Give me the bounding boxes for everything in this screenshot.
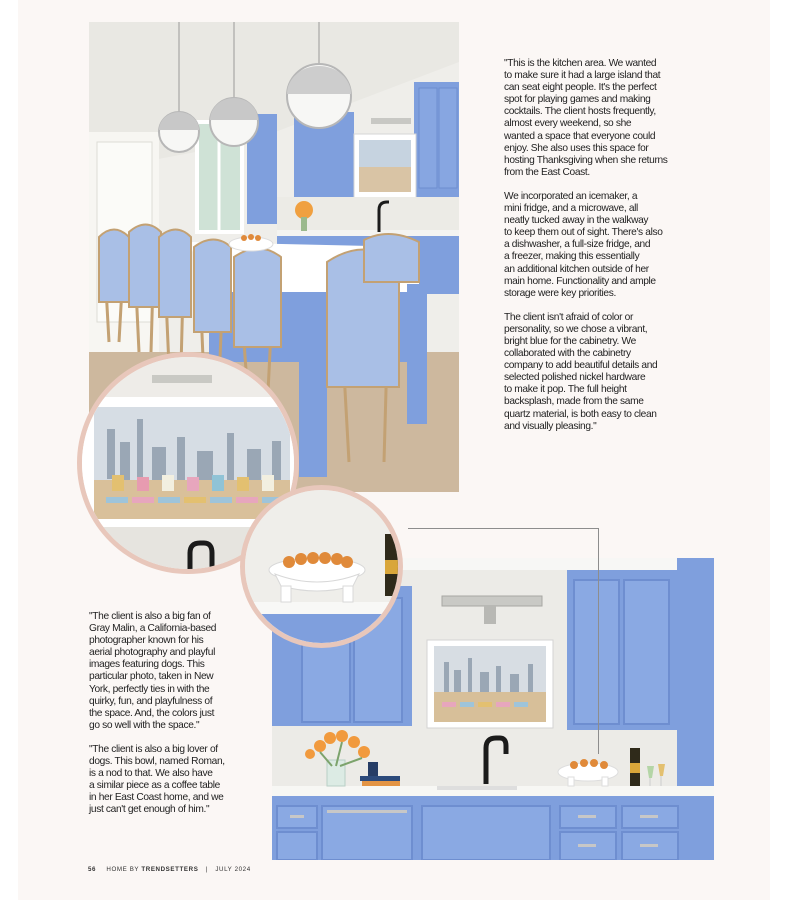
- page-number: 56: [88, 866, 97, 873]
- paragraph-kitchen-area: "This is the kitchen area. We wanted to make sure it had a large island that can seat eight people. It's the perfect spot for playing games and making cocktails. The client hosts frequently, almost every weekend, so she wanted a space that everyone could enjoy. She also uses this space for hosting Thanksgiving when she returns from the East Coast.: [504, 58, 668, 178]
- paragraph-dog-bowl: "The client is also a big lover of dogs. This bowl, named Roman, is a nod to that. We also have a similar piece as a coffee table in her East Coast home, and we just can't get enough of him.": [89, 743, 225, 816]
- issue-date: JULY 2024: [215, 866, 251, 873]
- callout-line-horizontal: [408, 528, 598, 529]
- magazine-brand: TRENDSETTERS: [141, 866, 199, 873]
- footer-separator: |: [205, 866, 208, 873]
- page-footer: [88, 866, 251, 873]
- paragraph-gray-malin: "The client is also a big fan of Gray Malin, a California-based photographer known for his aerial photography and playful images featuring dogs. This particular photo, taken in New York, perfectly ties in with the quirky, fun, and playfulness of the space. And, the colors just go so well with the space.": [89, 611, 217, 731]
- magazine-prefix: HOME BY: [106, 866, 142, 873]
- right-text-column: [504, 58, 694, 445]
- left-text-column: [89, 611, 259, 829]
- callout-line-vertical: [598, 528, 599, 754]
- paragraph-appliances: We incorporated an icemaker, a mini fridge, and a microwave, all neatly tucked away in the walkway to keep them out of sight. There's also a dishwasher, a full-size fridge, and a freezer, making this essentially an additional kitchen outside of her main home. Functionality and ample storage were key priorities.: [504, 190, 663, 299]
- bowl-detail-illustration: [245, 490, 398, 643]
- bowl-detail-circle: [240, 485, 403, 648]
- paragraph-cabinetry: The client isn't afraid of color or personality, so we chose a vibrant, bright blue for the cabinetry. We collaborated with the cabinetry company to add beautiful details and selected polished nickel hardware to make it pop. The full height backsplash, made from the same quartz material, is both easy to clean and visually pleasing.": [504, 311, 658, 432]
